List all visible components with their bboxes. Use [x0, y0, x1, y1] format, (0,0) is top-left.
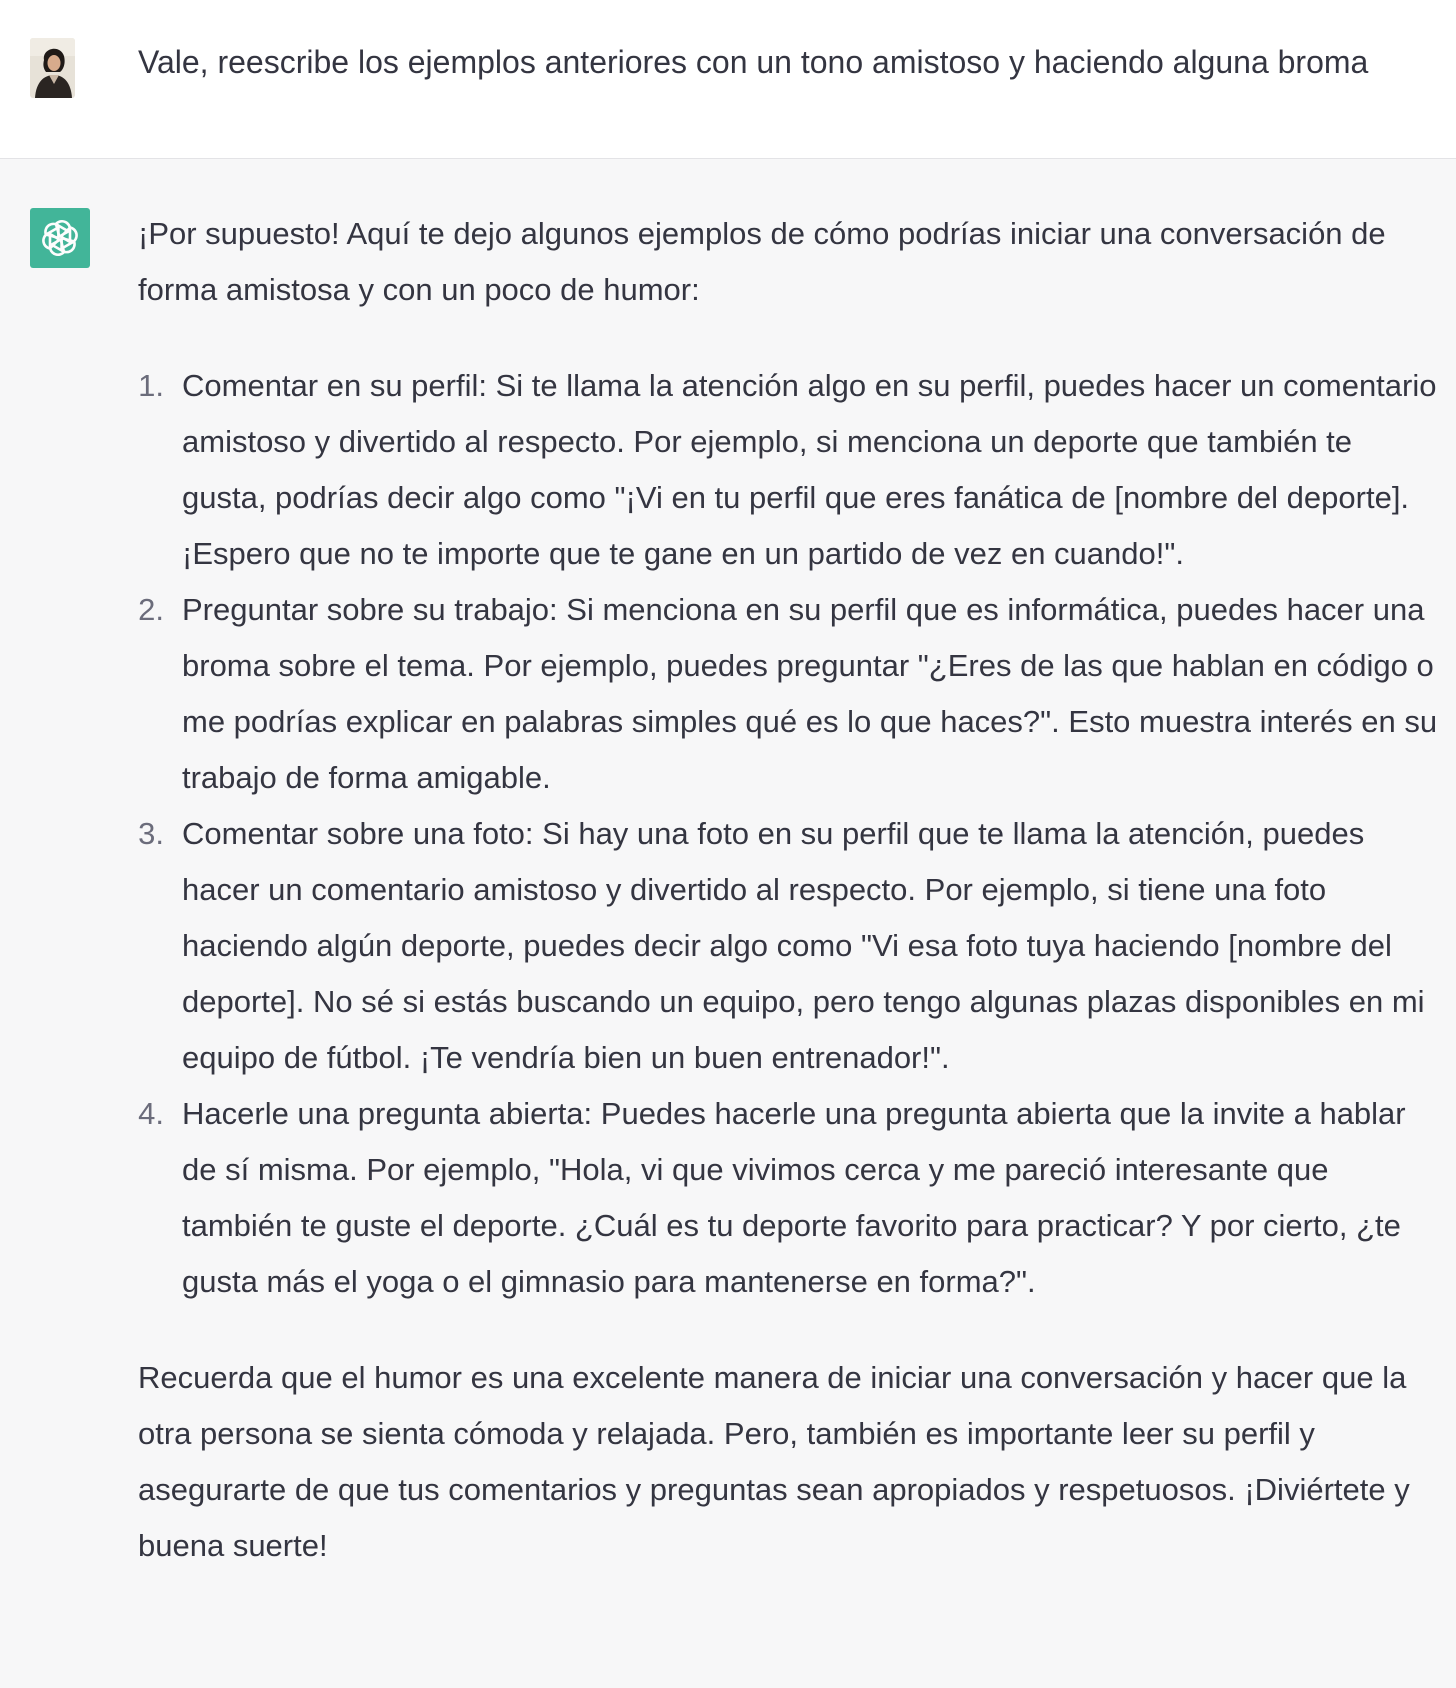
assistant-message-body	[138, 206, 1438, 1574]
assistant-message-row	[0, 160, 1456, 1688]
list-item-text: Comentar en su perfil: Si te llama la atención algo en su perfil, puedes hacer un comentario amistoso y divertido al respecto. Por ejemplo, si menciona un deporte que también te gusta, podrías decir algo como "¡Vi en tu perfil que eres fanática de [nombre del deporte]. ¡Espero que no te importe que te gane en un partido de vez en cuando!".	[182, 368, 1437, 571]
openai-logo-glyph-icon	[39, 217, 81, 259]
user-avatar-photo-icon	[30, 38, 75, 98]
user-avatar	[30, 38, 75, 98]
list-item-text: Hacerle una pregunta abierta: Puedes hacerle una pregunta abierta que la invite a hablar de sí misma. Por ejemplo, "Hola, vi que vivimos cerca y me pareció interesante que también te guste el deporte. ¿Cuál es tu deporte favorito para practicar? Y por cierto, ¿te gusta más el yoga o el gimnasio para mantenerse en forma?".	[182, 1096, 1406, 1299]
list-item	[138, 1086, 1438, 1310]
list-item-text: Comentar sobre una foto: Si hay una foto en su perfil que te llama la atención, puedes hacer un comentario amistoso y divertido al respecto. Por ejemplo, si tiene una foto haciendo algún deporte, puedes decir algo como "Vi esa foto tuya haciendo [nombre del deporte]. No sé si estás buscando un equipo, pero tengo algunas plazas disponibles en mi equipo de fútbol. ¡Te vendría bien un buen entrenador!".	[182, 816, 1425, 1075]
list-item-number: 1.	[138, 368, 164, 403]
list-item-number: 3.	[138, 816, 164, 851]
openai-logo-icon	[30, 208, 90, 268]
list-item	[138, 806, 1438, 1086]
assistant-closing: Recuerda que el humor es una excelente manera de iniciar una conversación y hacer que la otra persona se sienta cómoda y relajada. Pero, también es importante leer su perfil y asegurarte de que tus comentarios y preguntas sean apropiados y respetuosos. ¡Diviértete y buena suerte!	[138, 1360, 1410, 1563]
assistant-intro: ¡Por supuesto! Aquí te dejo algunos ejemplos de cómo podrías iniciar una conversación de forma amistosa y con un poco de humor:	[138, 216, 1386, 307]
list-item-number: 4.	[138, 1096, 164, 1131]
list-item	[138, 582, 1438, 806]
suggestion-list	[138, 358, 1438, 1310]
list-item	[138, 358, 1438, 582]
list-item-text: Preguntar sobre su trabajo: Si menciona en su perfil que es informática, puedes hacer una broma sobre el tema. Por ejemplo, puedes preguntar "¿Eres de las que hablan en código o me podrías explicar en palabras simples qué es lo que haces?". Esto muestra interés en su trabajo de forma amigable.	[182, 592, 1438, 795]
user-message-text: Vale, reescribe los ejemplos anteriores con un tono amistoso y haciendo alguna broma	[138, 44, 1369, 80]
user-message-row	[0, 0, 1456, 159]
list-item-number: 2.	[138, 592, 164, 627]
